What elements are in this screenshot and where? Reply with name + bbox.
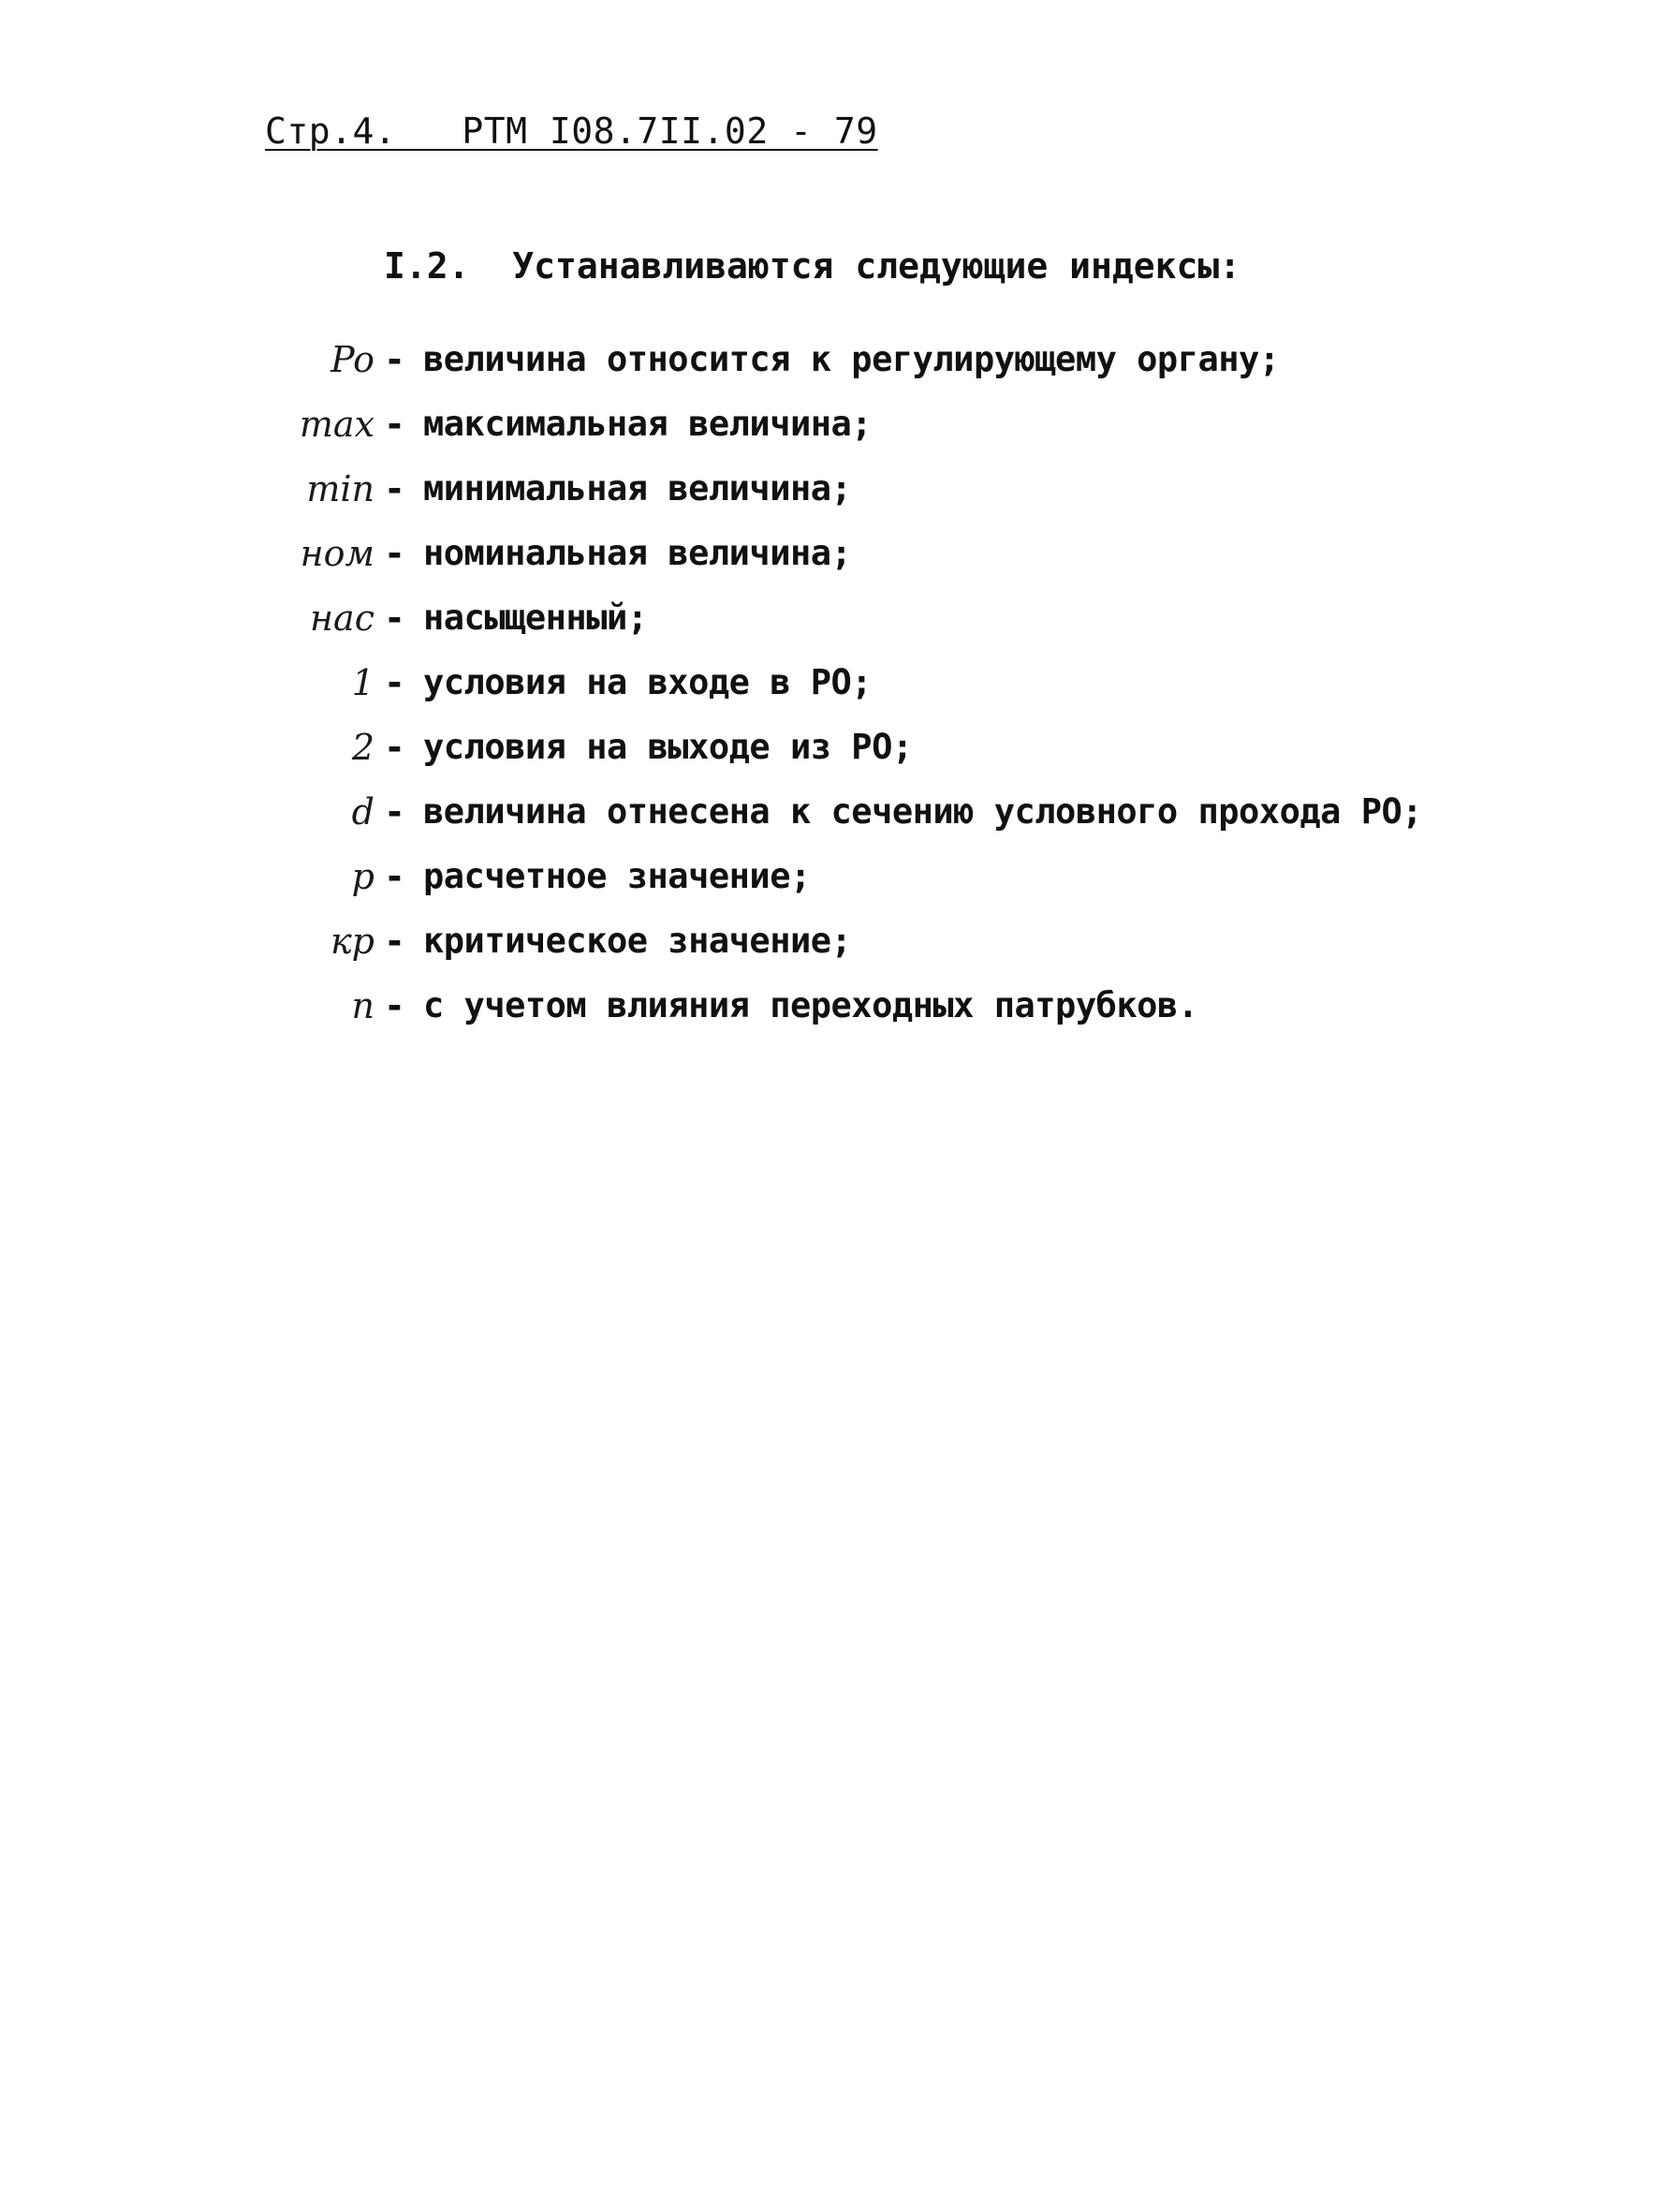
index-row	[0, 533, 1659, 589]
index-row	[0, 339, 1659, 395]
index-dash: -	[384, 533, 405, 574]
index-description: расчетное значение;	[423, 856, 811, 896]
index-description: номинальная величина;	[423, 533, 852, 573]
index-dash: -	[384, 791, 405, 833]
index-symbol: п	[351, 985, 374, 1026]
index-dash: -	[384, 662, 405, 703]
index-description: величина относится к регулирующему органу;	[423, 339, 1280, 379]
index-description: минимальная величина;	[423, 468, 852, 509]
index-row	[0, 985, 1659, 1041]
index-row	[0, 856, 1659, 912]
index-dash: -	[384, 404, 405, 445]
index-row	[0, 468, 1659, 524]
index-symbol: min	[306, 468, 374, 509]
index-description: условия на выходе из РО;	[423, 727, 913, 767]
index-description: насыщенный;	[423, 597, 648, 638]
index-symbol: ном	[300, 533, 374, 574]
index-dash: -	[384, 597, 405, 639]
index-dash: -	[384, 468, 405, 509]
index-row	[0, 662, 1659, 718]
index-dash: -	[384, 727, 405, 768]
index-symbol: нас	[310, 597, 374, 639]
index-row	[0, 727, 1659, 783]
index-dash: -	[384, 985, 405, 1026]
section-title: I.2. Устанавливаются следующие индексы:	[384, 245, 1241, 287]
index-symbol: кр	[330, 921, 374, 962]
index-row	[0, 921, 1659, 977]
index-symbol: 2	[351, 727, 374, 768]
index-symbol: 1	[351, 662, 374, 703]
index-dash: -	[384, 921, 405, 962]
index-description: условия на входе в РО;	[423, 662, 873, 702]
index-description: с учетом влияния переходных патрубков.	[423, 985, 1198, 1025]
index-row	[0, 597, 1659, 654]
page-header: Стр.4. РТМ I08.7II.02 - 79	[265, 111, 878, 152]
index-symbol: р	[351, 856, 374, 897]
index-description: максимальная величина;	[423, 404, 873, 444]
index-description: критическое значение;	[423, 921, 852, 961]
index-row	[0, 404, 1659, 460]
index-row	[0, 791, 1659, 848]
index-dash: -	[384, 856, 405, 897]
index-symbol: Po	[330, 339, 374, 380]
index-symbol: d	[351, 791, 374, 833]
index-description: величина отнесена к сечению условного прохода РО;	[423, 791, 1423, 832]
index-dash: -	[384, 339, 405, 380]
index-symbol: max	[299, 404, 374, 445]
